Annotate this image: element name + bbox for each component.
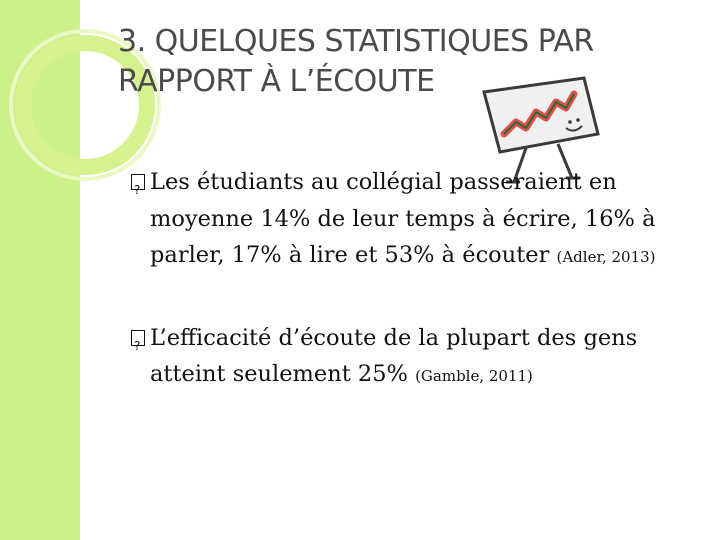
- title-line-1: 3. QUELQUES STATISTIQUES PAR: [118, 24, 594, 59]
- bullet-1-citation: (Adler, 2013): [556, 248, 656, 266]
- title-line-2: RAPPORT À L’ÉCOUTE: [118, 64, 435, 99]
- bullet-item-2: [131, 320, 711, 395]
- bullet-2-text: L’efficacité d’écoute de la plupart des gens atteint seulement 25%: [150, 324, 638, 387]
- bullet-box-icon: [131, 330, 145, 346]
- bullet-list: [131, 164, 711, 395]
- bullet-box-icon: [131, 174, 145, 190]
- bullet-2-citation: (Gamble, 2011): [415, 367, 533, 385]
- bullet-1-text: Les étudiants au collégial passeraient en moyenne 14% de leur temps à écrire, 16% à parler, 17% à lire et 53% à écouter: [150, 169, 656, 268]
- bullet-item-1: [131, 164, 711, 276]
